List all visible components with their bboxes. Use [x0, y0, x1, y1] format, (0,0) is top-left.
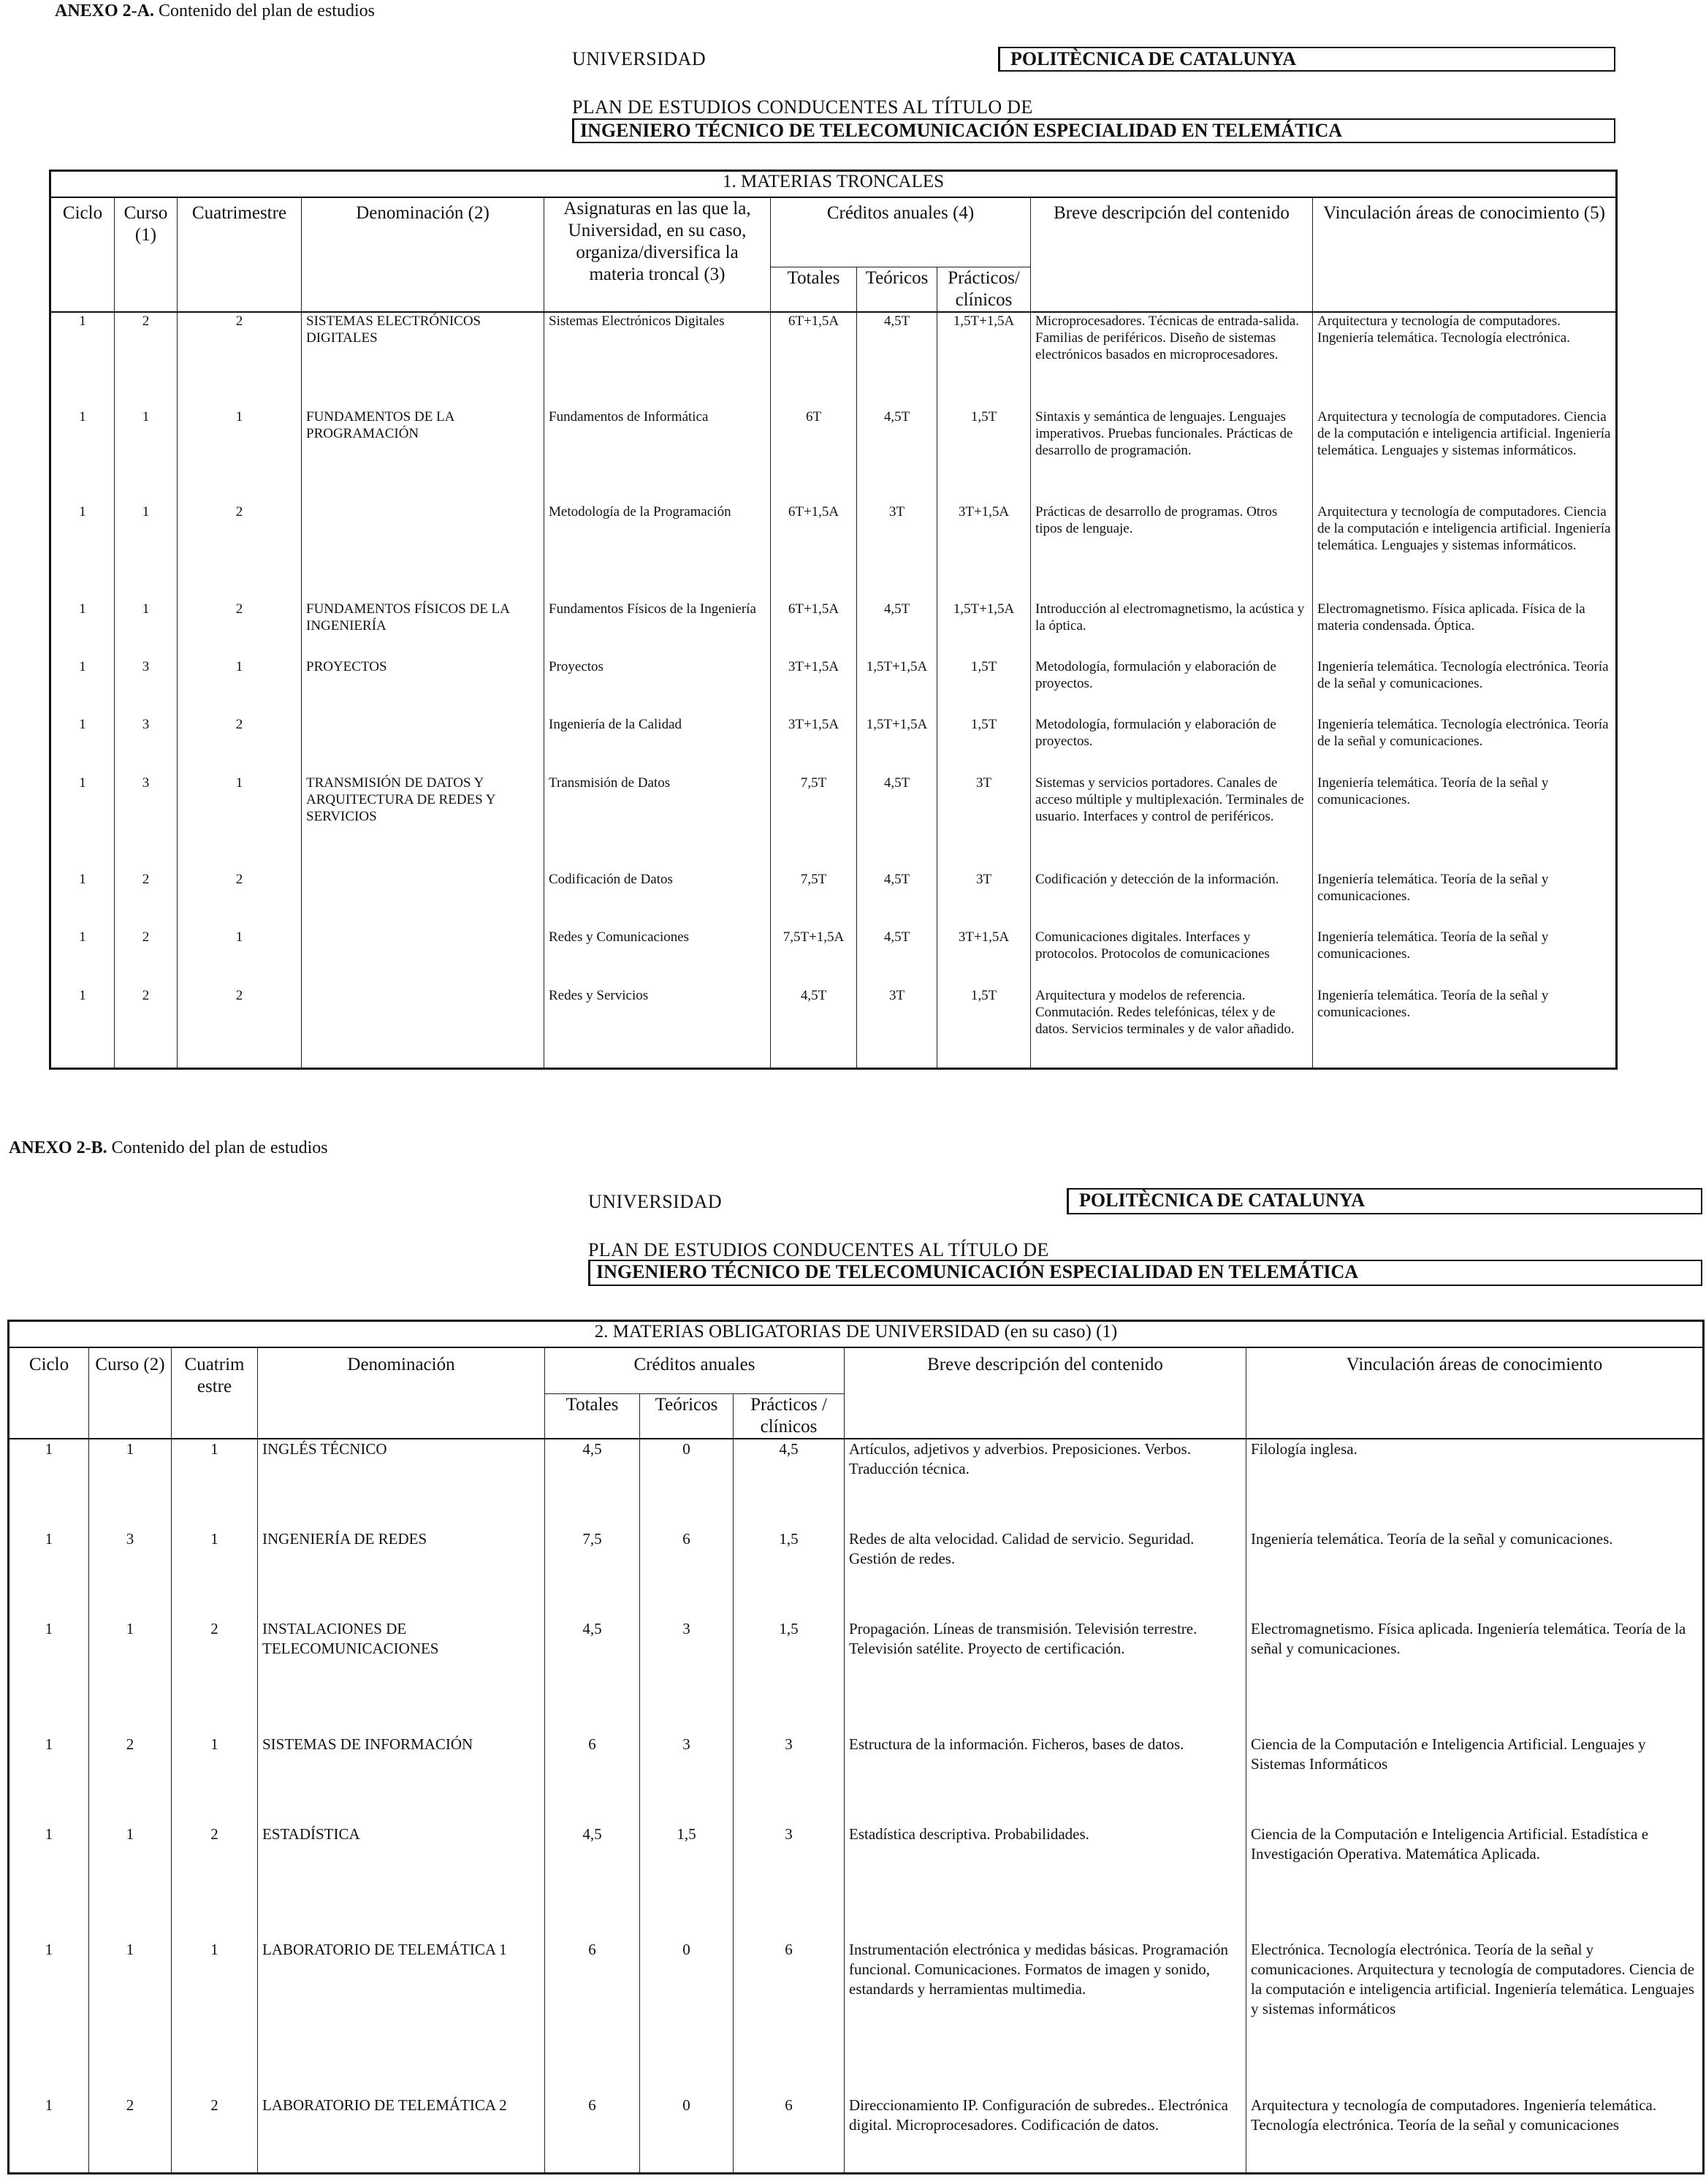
cell-pra: 3	[734, 1825, 845, 1940]
cell-cuatr: 2	[172, 2096, 258, 2174]
cell-pra: 3	[734, 1735, 845, 1825]
header-teoricos: Teóricos	[640, 1394, 734, 1439]
cell-teo: 4,5T	[857, 408, 937, 503]
cell-ciclo: 1	[9, 2096, 89, 2174]
cell-teo: 4,5T	[857, 601, 937, 658]
cell-ciclo: 1	[9, 1940, 89, 2096]
cell-pra: 1,5T+1,5A	[937, 601, 1031, 658]
cell-curso: 2	[115, 871, 178, 929]
cell-vinc: Electromagnetismo. Física aplicada. Física de la materia condensada. Óptica.	[1313, 601, 1617, 658]
cell-vinc: Electromagnetismo. Física aplicada. Ingeniería telemática. Teoría de la señal y comunicaciones.	[1246, 1619, 1704, 1735]
cell-pra: 1,5	[734, 1529, 845, 1620]
cell-tot: 6T+1,5A	[771, 601, 857, 658]
cell-desc: Codificación y detección de la información.	[1031, 871, 1313, 929]
cell-ciclo: 1	[50, 503, 115, 600]
cell-teo: 3	[640, 1735, 734, 1825]
cell-ciclo: 1	[50, 929, 115, 986]
cell-pra: 3T	[937, 871, 1031, 929]
cell-desc: Instrumentación electrónica y medidas básicas. Programación funcional. Comunicaciones. Formatos de imagen y sonido, estandards y herramientas multimedia.	[845, 1940, 1246, 2096]
cell-curso: 1	[115, 408, 178, 503]
cell-teo: 3T	[857, 503, 937, 600]
table-row	[50, 503, 1617, 600]
cell-ciclo: 1	[50, 987, 115, 1069]
header-descripcion: Breve descripción del contenido	[845, 1347, 1246, 1439]
cell-denom: FUNDAMENTOS FÍSICOS DE LA INGENIERÍA	[302, 601, 544, 658]
cell-pra: 4,5	[734, 1439, 845, 1529]
cell-ciclo: 1	[9, 1439, 89, 1529]
cell-tot: 4,5	[545, 1825, 640, 1940]
cell-tot: 6T+1,5A	[771, 312, 857, 408]
header-teoricos: Teóricos	[857, 267, 937, 313]
cell-vinc: Ingeniería telemática. Tecnología electrónica. Teoría de la señal y comunicaciones.	[1313, 716, 1617, 774]
cell-ciclo: 1	[50, 775, 115, 871]
cell-pra: 3T	[937, 775, 1031, 871]
cell-tot: 3T+1,5A	[771, 658, 857, 716]
cell-denom: LABORATORIO DE TELEMÁTICA 2	[258, 2096, 545, 2174]
cell-teo: 4,5T	[857, 871, 937, 929]
table-row	[50, 775, 1617, 871]
header-asignaturas: Asignaturas en las que la, Universidad, en su caso, organiza/diversifica la materia troncal (3)	[544, 197, 771, 313]
cell-teo: 1,5T+1,5A	[857, 658, 937, 716]
cell-tot: 4,5	[545, 1439, 640, 1529]
cell-curso: 1	[89, 1825, 172, 1940]
cell-tot: 6	[545, 2096, 640, 2174]
header-totales: Totales	[545, 1394, 640, 1439]
cell-teo: 1,5	[640, 1825, 734, 1940]
cell-denom: SISTEMAS DE INFORMACIÓN	[258, 1735, 545, 1825]
header-ciclo: Ciclo	[9, 1347, 89, 1439]
cell-vinc: Ingeniería telemática. Teoría de la señal y comunicaciones.	[1313, 775, 1617, 871]
header-descripcion: Breve descripción del contenido	[1031, 197, 1313, 313]
cell-desc: Microprocesadores. Técnicas de entrada-salida. Familias de periféricos. Diseño de sistemas electrónicos basados en microprocesadores.	[1031, 312, 1313, 408]
cell-tot: 6T	[771, 408, 857, 503]
header-practicos: Prácticos/ clínicos	[937, 267, 1031, 313]
cell-curso: 1	[89, 1439, 172, 1529]
cell-cuatr: 2	[178, 503, 302, 600]
cell-desc: Direccionamiento IP. Configuración de subredes.. Electrónica digital. Microprocesadores. Codificación de datos.	[845, 2096, 1246, 2174]
cell-curso: 3	[115, 716, 178, 774]
cell-vinc: Arquitectura y tecnología de computadores. Ingeniería telemática. Tecnología electrónica.	[1313, 312, 1617, 408]
cell-asig: Sistemas Electrónicos Digitales	[544, 312, 771, 408]
cell-vinc: Ciencia de la Computación e Inteligencia Artificial. Lenguajes y Sistemas Informáticos	[1246, 1735, 1704, 1825]
cell-desc: Comunicaciones digitales. Interfaces y protocolos. Protocolos de comunicaciones	[1031, 929, 1313, 986]
table-row	[9, 1735, 1704, 1825]
cell-vinc: Ingeniería telemática. Teoría de la señal y comunicaciones.	[1246, 1529, 1704, 1620]
cell-ciclo: 1	[9, 1825, 89, 1940]
cell-denom: INSTALACIONES DE TELECOMUNICACIONES	[258, 1619, 545, 1735]
cell-denom: FUNDAMENTOS DE LA PROGRAMACIÓN	[302, 408, 544, 503]
cell-tot: 6T+1,5A	[771, 503, 857, 600]
cell-curso: 1	[89, 1940, 172, 2096]
table-row	[9, 1825, 1704, 1940]
cell-pra: 1,5T	[937, 987, 1031, 1069]
troncales-table	[49, 170, 1618, 1070]
table-row	[50, 312, 1617, 408]
table-row	[9, 1940, 1704, 2096]
cell-cuatr: 2	[178, 312, 302, 408]
cell-teo: 3T	[857, 987, 937, 1069]
cell-curso: 2	[115, 312, 178, 408]
cell-denom	[302, 716, 544, 774]
cell-ciclo: 1	[50, 408, 115, 503]
cell-vinc: Filología inglesa.	[1246, 1439, 1704, 1529]
cell-asig: Fundamentos Físicos de la Ingeniería	[544, 601, 771, 658]
header-cuatrimestre: Cuatrimestre	[178, 197, 302, 313]
cell-denom	[302, 929, 544, 986]
cell-teo: 0	[640, 1439, 734, 1529]
cell-teo: 1,5T+1,5A	[857, 716, 937, 774]
table-row	[50, 658, 1617, 716]
annex-a-plan-label: PLAN DE ESTUDIOS CONDUCENTES AL TÍTULO DE	[572, 96, 1033, 118]
cell-cuatr: 1	[172, 1940, 258, 2096]
cell-vinc: Ingeniería telemática. Teoría de la señal y comunicaciones.	[1313, 929, 1617, 986]
annex-b-universidad-box: POLITÈCNICA DE CATALUNYA	[1067, 1188, 1702, 1214]
cell-vinc: Electrónica. Tecnología electrónica. Teoría de la señal y comunicaciones. Arquitectura y tecnología de computadores. Ciencia de la computación e inteligencia artificial. Ingeniería telemática. Lenguajes y sistemas informáticos	[1246, 1940, 1704, 2096]
cell-tot: 4,5	[545, 1619, 640, 1735]
cell-denom	[302, 987, 544, 1069]
cell-cuatr: 2	[172, 1825, 258, 1940]
header-denominacion: Denominación (2)	[302, 197, 544, 313]
cell-tot: 4,5T	[771, 987, 857, 1069]
obligatorias-table	[7, 1320, 1705, 2175]
header-totales: Totales	[771, 267, 857, 313]
table-row	[9, 2096, 1704, 2174]
annex-b-universidad-label: UNIVERSIDAD	[588, 1191, 723, 1212]
cell-ciclo: 1	[50, 601, 115, 658]
cell-curso: 3	[115, 775, 178, 871]
cell-curso: 1	[115, 601, 178, 658]
cell-teo: 6	[640, 1529, 734, 1620]
troncales-caption: 1. MATERIAS TRONCALES	[50, 171, 1617, 197]
cell-tot: 7,5T+1,5A	[771, 929, 857, 986]
cell-denom	[302, 503, 544, 600]
cell-ciclo: 1	[9, 1735, 89, 1825]
cell-pra: 3T+1,5A	[937, 929, 1031, 986]
obligatorias-caption: 2. MATERIAS OBLIGATORIAS DE UNIVERSIDAD (en su caso) (1)	[9, 1321, 1704, 1347]
cell-denom: TRANSMISIÓN DE DATOS Y ARQUITECTURA DE REDES Y SERVICIOS	[302, 775, 544, 871]
cell-cuatr: 1	[178, 775, 302, 871]
cell-pra: 1,5T	[937, 658, 1031, 716]
cell-asig: Redes y Comunicaciones	[544, 929, 771, 986]
header-curso: Curso (2)	[89, 1347, 172, 1439]
cell-desc: Metodología, formulación y elaboración de proyectos.	[1031, 716, 1313, 774]
cell-desc: Sistemas y servicios portadores. Canales de acceso múltiple y multiplexación. Terminales de usuario. Interfaces y control de periféricos.	[1031, 775, 1313, 871]
table-row	[9, 1439, 1704, 1529]
cell-asig: Metodología de la Programación	[544, 503, 771, 600]
table-row	[50, 987, 1617, 1069]
table-row	[50, 871, 1617, 929]
cell-teo: 4,5T	[857, 929, 937, 986]
cell-curso: 2	[115, 929, 178, 986]
cell-ciclo: 1	[50, 716, 115, 774]
cell-denom: INGLÉS TÉCNICO	[258, 1439, 545, 1529]
cell-tot: 7,5	[545, 1529, 640, 1620]
cell-vinc: Ciencia de la Computación e Inteligencia Artificial. Estadística e Investigación Operativa. Matemática Aplicada.	[1246, 1825, 1704, 1940]
header-practicos: Prácticos / clínicos	[734, 1394, 845, 1439]
cell-desc: Metodología, formulación y elaboración de proyectos.	[1031, 658, 1313, 716]
cell-curso: 1	[89, 1619, 172, 1735]
cell-curso: 3	[89, 1529, 172, 1620]
header-vinculacion: Vinculación áreas de conocimiento (5)	[1313, 197, 1617, 313]
cell-asig: Ingeniería de la Calidad	[544, 716, 771, 774]
cell-cuatr: 1	[172, 1529, 258, 1620]
table-row	[50, 408, 1617, 503]
cell-desc: Prácticas de desarrollo de programas. Otros tipos de lenguaje.	[1031, 503, 1313, 600]
cell-cuatr: 2	[178, 601, 302, 658]
cell-ciclo: 1	[50, 312, 115, 408]
table-row	[9, 1529, 1704, 1620]
cell-asig: Transmisión de Datos	[544, 775, 771, 871]
cell-tot: 6	[545, 1735, 640, 1825]
table-row	[50, 929, 1617, 986]
cell-curso: 2	[89, 1735, 172, 1825]
cell-pra: 1,5T	[937, 408, 1031, 503]
header-creditos: Créditos anuales	[545, 1347, 845, 1394]
cell-pra: 6	[734, 1940, 845, 2096]
cell-denom: LABORATORIO DE TELEMÁTICA 1	[258, 1940, 545, 2096]
annex-b-title-box: INGENIERO TÉCNICO DE TELECOMUNICACIÓN ESPECIALIDAD EN TELEMÁTICA	[588, 1260, 1702, 1286]
table-row	[50, 716, 1617, 774]
cell-tot: 7,5T	[771, 775, 857, 871]
cell-denom: INGENIERÍA DE REDES	[258, 1529, 545, 1620]
cell-desc: Arquitectura y modelos de referencia. Conmutación. Redes telefónicas, télex y de datos. Servicios terminales y de valor añadido.	[1031, 987, 1313, 1069]
annex-b-plan-label: PLAN DE ESTUDIOS CONDUCENTES AL TÍTULO DE	[588, 1239, 1049, 1260]
cell-teo: 4,5T	[857, 312, 937, 408]
cell-asig: Redes y Servicios	[544, 987, 771, 1069]
cell-tot: 7,5T	[771, 871, 857, 929]
cell-pra: 1,5T+1,5A	[937, 312, 1031, 408]
cell-vinc: Ingeniería telemática. Teoría de la señal y comunicaciones.	[1313, 987, 1617, 1069]
cell-pra: 1,5T	[937, 716, 1031, 774]
cell-vinc: Ingeniería telemática. Teoría de la señal y comunicaciones.	[1313, 871, 1617, 929]
annex-a-universidad-box: POLITÈCNICA DE CATALUNYA	[998, 47, 1615, 72]
cell-curso: 3	[115, 658, 178, 716]
header-curso: Curso (1)	[115, 197, 178, 313]
cell-teo: 0	[640, 1940, 734, 2096]
cell-desc: Artículos, adjetivos y adverbios. Preposiciones. Verbos. Traducción técnica.	[845, 1439, 1246, 1529]
cell-teo: 0	[640, 2096, 734, 2174]
annex-a-universidad-label: UNIVERSIDAD	[572, 48, 707, 69]
cell-cuatr: 1	[178, 929, 302, 986]
cell-denom: ESTADÍSTICA	[258, 1825, 545, 1940]
cell-tot: 3T+1,5A	[771, 716, 857, 774]
cell-ciclo: 1	[9, 1619, 89, 1735]
cell-desc: Estadística descriptiva. Probabilidades.	[845, 1825, 1246, 1940]
cell-curso: 1	[115, 503, 178, 600]
header-ciclo: Ciclo	[50, 197, 115, 313]
table-row	[9, 1619, 1704, 1735]
cell-cuatr: 2	[178, 716, 302, 774]
cell-pra: 3T+1,5A	[937, 503, 1031, 600]
cell-cuatr: 1	[178, 408, 302, 503]
cell-cuatr: 2	[172, 1619, 258, 1735]
cell-denom	[302, 871, 544, 929]
table-row	[50, 601, 1617, 658]
cell-desc: Estructura de la información. Ficheros, bases de datos.	[845, 1735, 1246, 1825]
cell-desc: Sintaxis y semántica de lenguajes. Lenguajes imperativos. Pruebas funcionales. Prácticas de desarrollo de programación.	[1031, 408, 1313, 503]
header-denominacion: Denominación	[258, 1347, 545, 1439]
cell-vinc: Ingeniería telemática. Tecnología electrónica. Teoría de la señal y comunicaciones.	[1313, 658, 1617, 716]
cell-asig: Codificación de Datos	[544, 871, 771, 929]
cell-teo: 4,5T	[857, 775, 937, 871]
cell-cuatr: 2	[178, 871, 302, 929]
cell-desc: Redes de alta velocidad. Calidad de servicio. Seguridad. Gestión de redes.	[845, 1529, 1246, 1620]
cell-cuatr: 2	[178, 987, 302, 1069]
cell-pra: 1,5	[734, 1619, 845, 1735]
cell-ciclo: 1	[50, 871, 115, 929]
annex-b-heading: ANEXO 2-B. Contenido del plan de estudios	[9, 1138, 328, 1157]
cell-cuatr: 1	[178, 658, 302, 716]
cell-tot: 6	[545, 1940, 640, 2096]
cell-asig: Proyectos	[544, 658, 771, 716]
cell-teo: 3	[640, 1619, 734, 1735]
annex-a-title-box: INGENIERO TÉCNICO DE TELECOMUNICACIÓN ESPECIALIDAD EN TELEMÁTICA	[572, 118, 1615, 143]
cell-denom: PROYECTOS	[302, 658, 544, 716]
cell-pra: 6	[734, 2096, 845, 2174]
cell-asig: Fundamentos de Informática	[544, 408, 771, 503]
cell-vinc: Arquitectura y tecnología de computadores. Ciencia de la computación e inteligencia artificial. Ingeniería telemática. Lenguajes y sistemas informáticos.	[1313, 408, 1617, 503]
header-creditos: Créditos anuales (4)	[771, 197, 1031, 267]
cell-vinc: Arquitectura y tecnología de computadores. Ciencia de la computación e inteligencia artificial. Ingeniería telemática. Lenguajes y sistemas informáticos.	[1313, 503, 1617, 600]
cell-ciclo: 1	[9, 1529, 89, 1620]
cell-vinc: Arquitectura y tecnología de computadores. Ingeniería telemática. Tecnología electrónica. Teoría de la señal y comunicaciones	[1246, 2096, 1704, 2174]
header-vinculacion: Vinculación áreas de conocimiento	[1246, 1347, 1704, 1439]
cell-cuatr: 1	[172, 1735, 258, 1825]
cell-cuatr: 1	[172, 1439, 258, 1529]
cell-curso: 2	[89, 2096, 172, 2174]
header-cuatrimestre: Cuatrim estre	[172, 1347, 258, 1439]
annex-a-heading: ANEXO 2-A. Contenido del plan de estudios	[55, 1, 375, 20]
cell-denom: SISTEMAS ELECTRÓNICOS DIGITALES	[302, 312, 544, 408]
cell-ciclo: 1	[50, 658, 115, 716]
cell-desc: Propagación. Líneas de transmisión. Televisión terrestre. Televisión satélite. Proyecto de certificación.	[845, 1619, 1246, 1735]
cell-desc: Introducción al electromagnetismo, la acústica y la óptica.	[1031, 601, 1313, 658]
cell-curso: 2	[115, 987, 178, 1069]
